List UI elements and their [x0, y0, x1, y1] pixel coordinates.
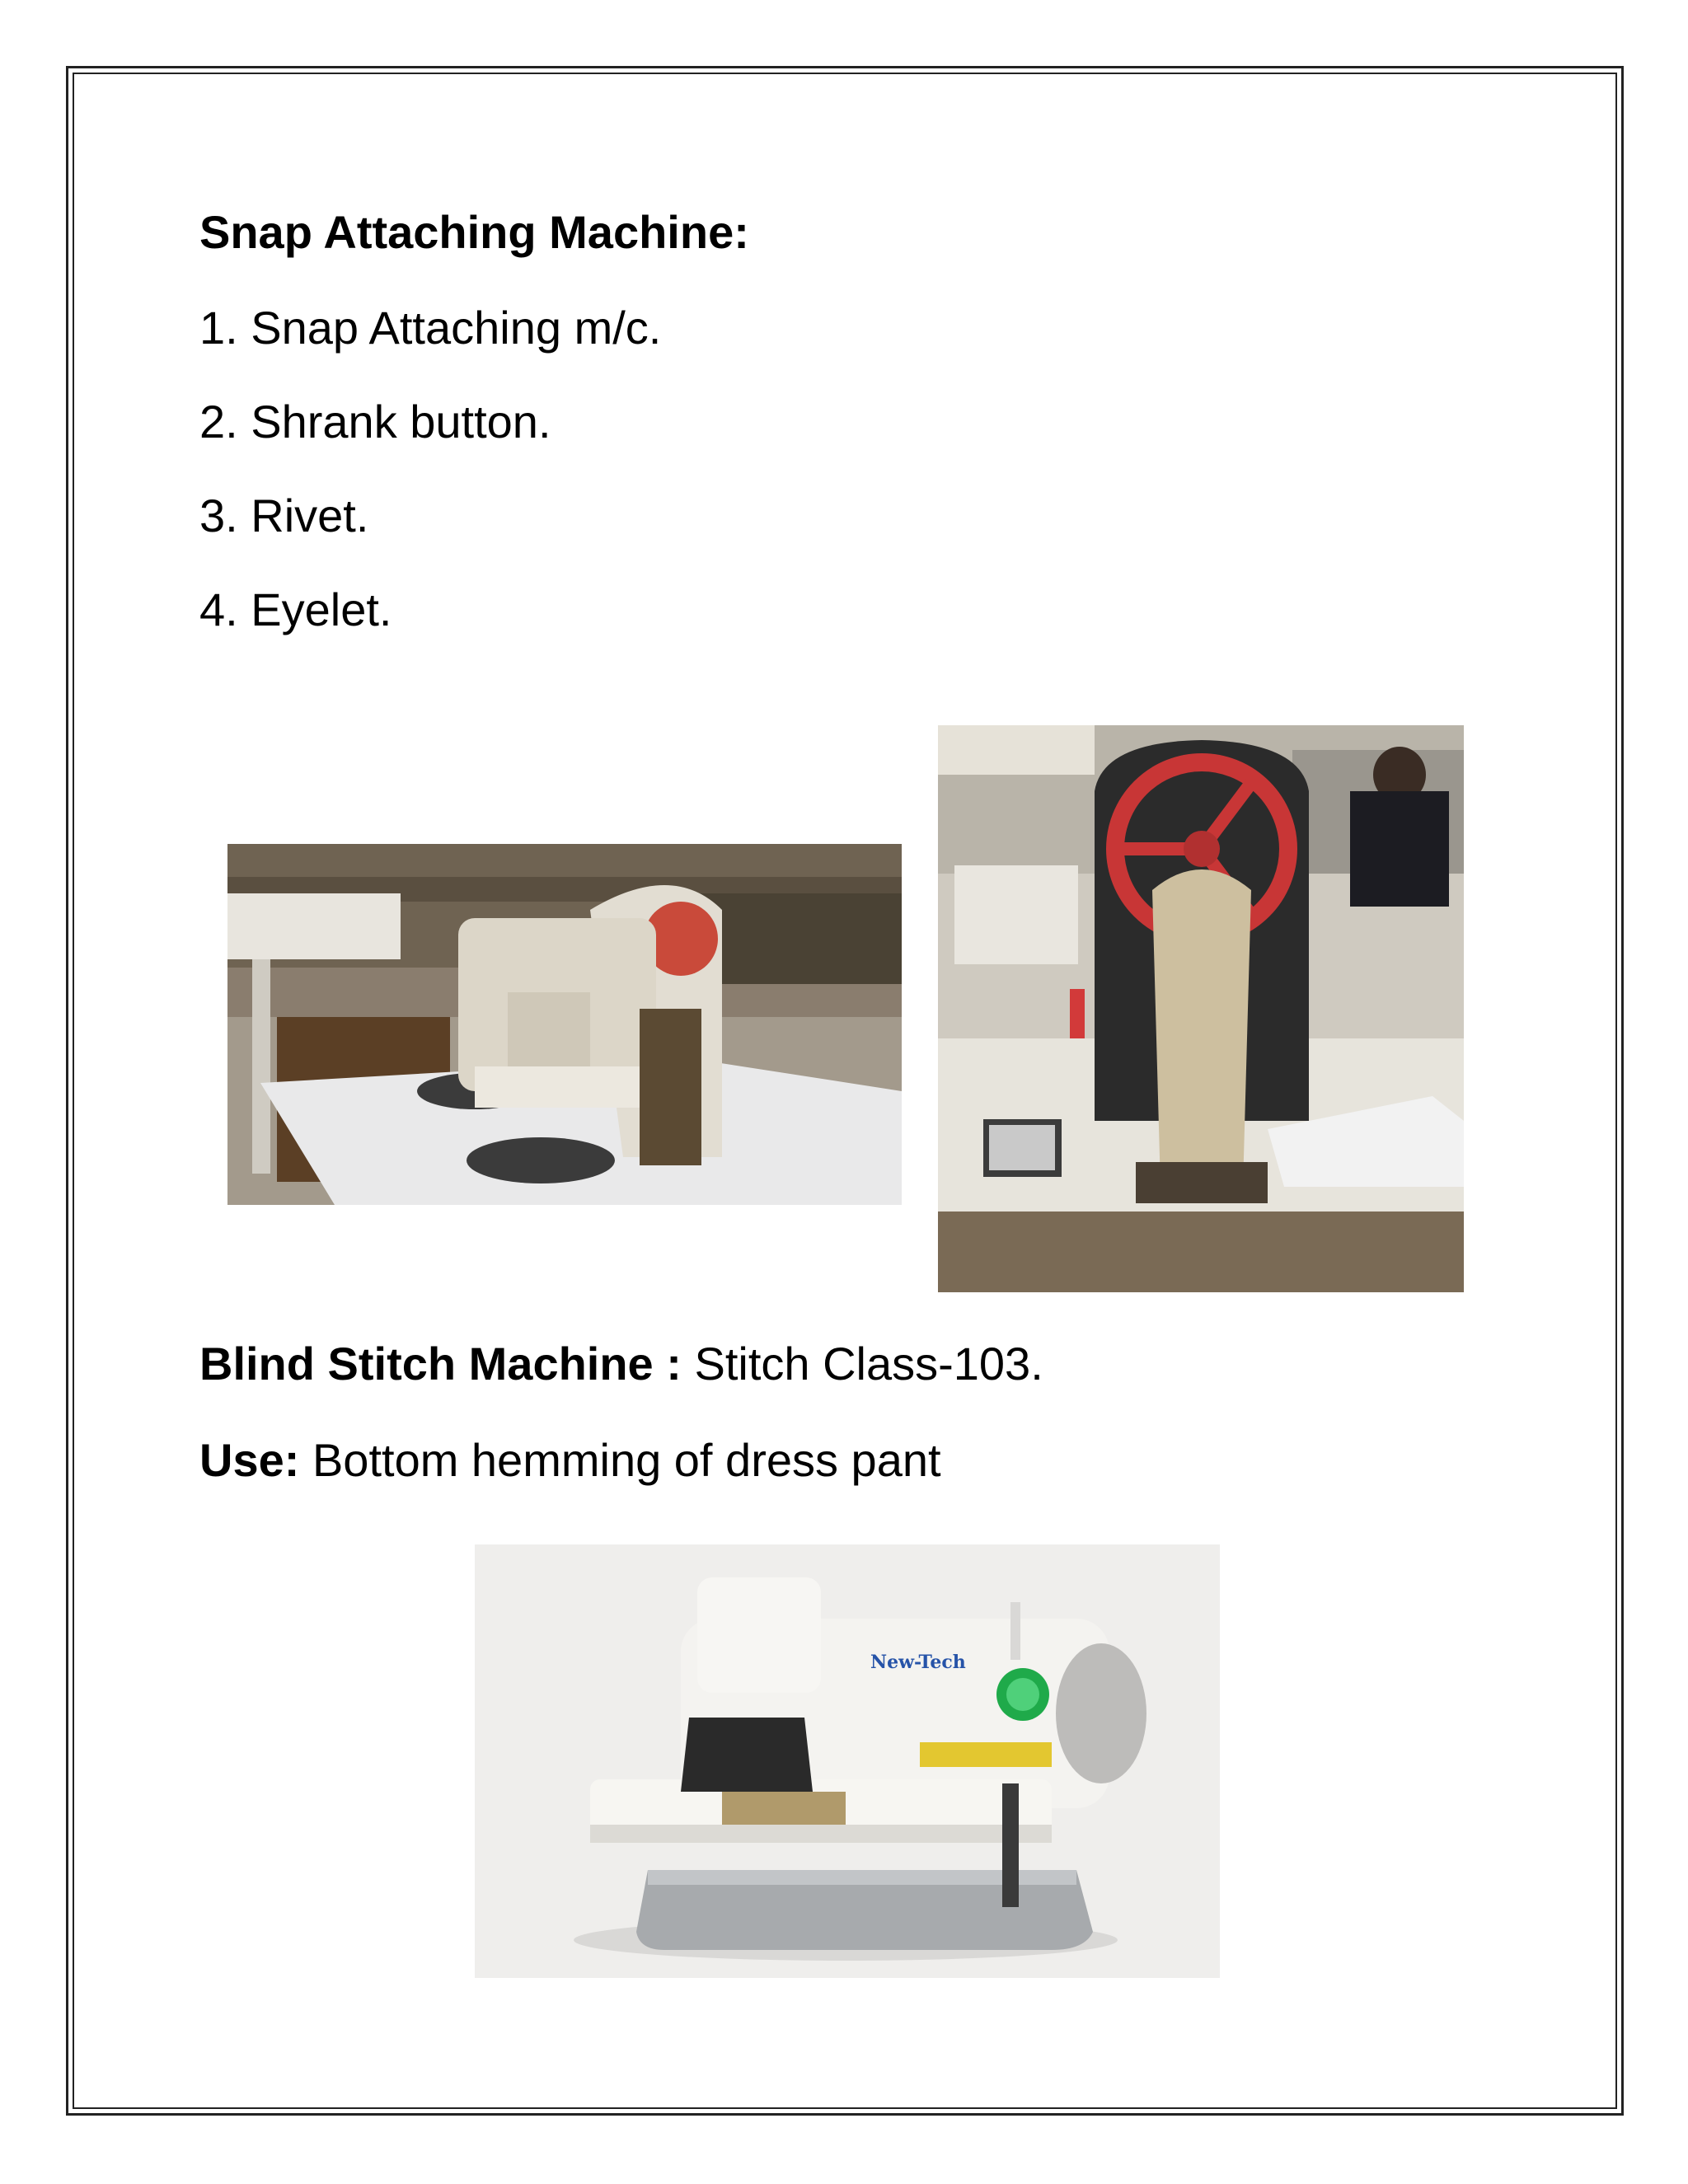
blind-machine-label: Blind Stitch Machine : [199, 1338, 682, 1390]
snap-machine-front-photo [938, 725, 1464, 1292]
section-heading-blind [199, 1338, 1043, 1390]
list-item: 1. Snap Attaching m/c. [199, 302, 662, 354]
stitch-class-text: Stitch Class-103. [681, 1338, 1043, 1390]
list-item: 2. Shrank button. [199, 396, 551, 448]
section-heading-snap: Snap Attaching Machine: [199, 206, 749, 258]
list-item: 4. Eyelet. [199, 583, 392, 635]
brand-text: New-Tech [870, 1652, 966, 1673]
use-label: Use: [199, 1434, 300, 1486]
use-line [199, 1434, 941, 1487]
use-text: Bottom hemming of dress pant [299, 1434, 941, 1486]
list-item: 3. Rivet. [199, 490, 369, 541]
blind-stitch-machine-photo [475, 1544, 1220, 1978]
snap-machine-photo [227, 844, 902, 1205]
